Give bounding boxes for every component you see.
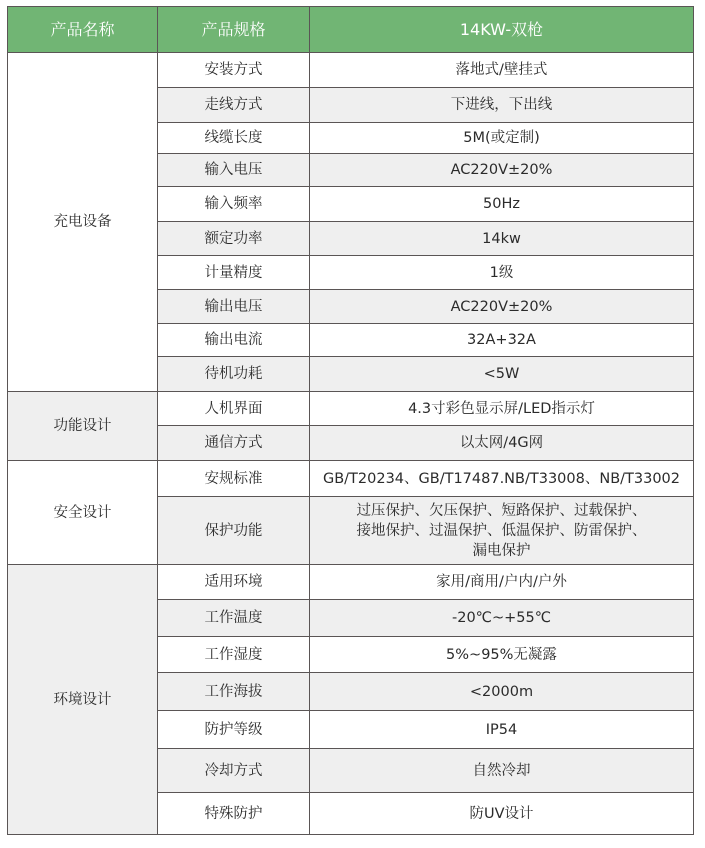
spec-label: 走线方式 [158, 88, 310, 123]
category-environment-design: 环境设计 [8, 565, 158, 835]
spec-label: 安装方式 [158, 53, 310, 88]
category-safety-design: 安全设计 [8, 461, 158, 565]
spec-label: 输出电压 [158, 290, 310, 324]
table-row [8, 53, 694, 88]
header-product-spec: 产品规格 [158, 7, 310, 53]
spec-value: AC220V±20% [310, 290, 694, 324]
category-charging-equipment: 充电设备 [8, 53, 158, 392]
header-product-name: 产品名称 [8, 7, 158, 53]
spec-label: 工作湿度 [158, 637, 310, 673]
spec-label: 线缆长度 [158, 123, 310, 154]
protection-line: 漏电保护 [472, 542, 531, 559]
spec-label: 防护等级 [158, 711, 310, 749]
spec-value: <5W [310, 357, 694, 392]
spec-value: 落地式/壁挂式 [310, 53, 694, 88]
spec-label: 人机界面 [158, 392, 310, 426]
spec-label: 冷却方式 [158, 749, 310, 793]
spec-value: IP54 [310, 711, 694, 749]
table-row [8, 565, 694, 600]
spec-table [7, 6, 694, 835]
category-function-design: 功能设计 [8, 392, 158, 461]
spec-label: 输入频率 [158, 187, 310, 222]
protection-line: 接地保护、过温保护、低温保护、防雷保护、 [356, 522, 647, 539]
table-row [8, 461, 694, 497]
spec-label: 输出电流 [158, 324, 310, 357]
spec-value: 家用/商用/户内/户外 [310, 565, 694, 600]
spec-value: <2000m [310, 673, 694, 711]
spec-value: 自然冷却 [310, 749, 694, 793]
spec-label: 安规标准 [158, 461, 310, 497]
table-row [8, 392, 694, 426]
spec-value: 1级 [310, 256, 694, 290]
spec-label: 待机功耗 [158, 357, 310, 392]
spec-value: -20℃~+55℃ [310, 600, 694, 637]
spec-label: 保护功能 [158, 497, 310, 565]
spec-label: 工作海拔 [158, 673, 310, 711]
spec-value: 5%~95%无凝露 [310, 637, 694, 673]
header-model: 14KW-双枪 [310, 7, 694, 53]
spec-value: 4.3寸彩色显示屏/LED指示灯 [310, 392, 694, 426]
spec-value-protection [310, 497, 694, 565]
spec-label: 特殊防护 [158, 793, 310, 835]
spec-value: 防UV设计 [310, 793, 694, 835]
spec-label: 输入电压 [158, 154, 310, 187]
spec-value: 以太网/4G网 [310, 426, 694, 461]
spec-label: 通信方式 [158, 426, 310, 461]
spec-label: 额定功率 [158, 222, 310, 256]
spec-label: 工作温度 [158, 600, 310, 637]
spec-value: 50Hz [310, 187, 694, 222]
header-row [8, 7, 694, 53]
spec-value: 14kw [310, 222, 694, 256]
spec-value: GB/T20234、GB/T17487.NB/T33008、NB/T33002 [310, 461, 694, 497]
spec-value: AC220V±20% [310, 154, 694, 187]
spec-value: 5M(或定制) [310, 123, 694, 154]
spec-label: 计量精度 [158, 256, 310, 290]
protection-line: 过压保护、欠压保护、短路保护、过载保护、 [356, 502, 647, 519]
spec-value: 32A+32A [310, 324, 694, 357]
spec-value: 下进线，下出线 [310, 88, 694, 123]
spec-label: 适用环境 [158, 565, 310, 600]
